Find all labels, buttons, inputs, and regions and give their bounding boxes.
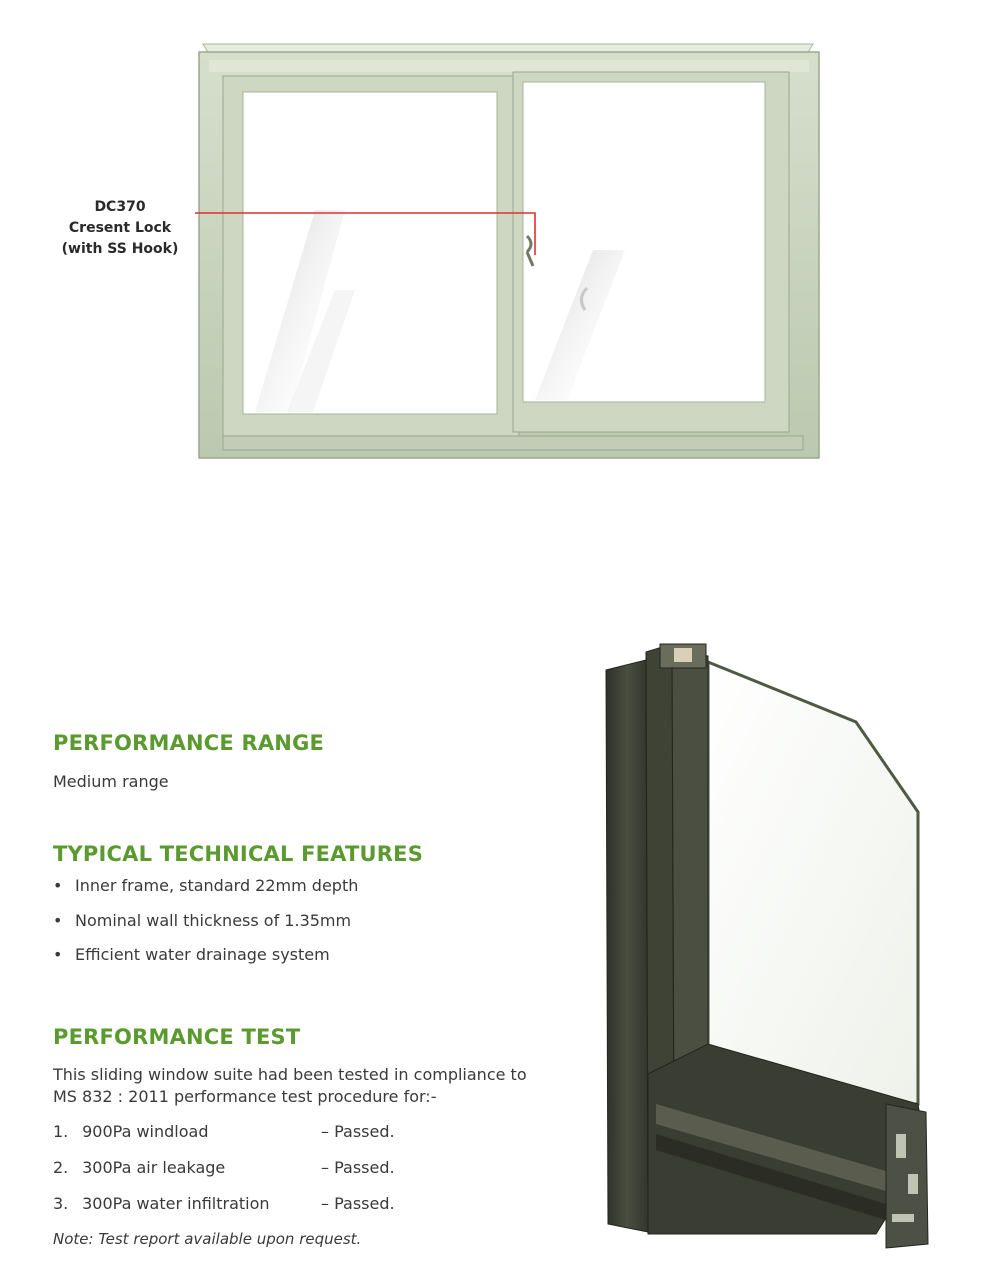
crescent-lock-callout — [40, 197, 200, 260]
test-result: – Passed. — [321, 1122, 395, 1141]
list-item — [53, 911, 358, 946]
feature-text: Inner frame, standard 22mm depth — [75, 876, 359, 895]
test-number: 1. — [53, 1122, 69, 1141]
test-name: 300Pa air leakage — [82, 1158, 226, 1177]
test-name: 300Pa water infiltration — [82, 1194, 270, 1213]
callout-line-name: Cresent Lock — [68, 220, 172, 236]
list-item — [53, 1194, 573, 1230]
intro-line: MS 832 : 2011 performance test procedure for:- — [53, 1087, 437, 1106]
list-item — [53, 876, 358, 911]
performance-test-list — [53, 1122, 573, 1230]
technical-features-heading: TYPICAL TECHNICAL FEATURES — [53, 842, 424, 866]
performance-range-value: Medium range — [53, 772, 169, 791]
bullet-icon: • — [53, 945, 63, 964]
list-item — [53, 945, 358, 980]
sliding-window-image — [195, 40, 825, 460]
bullet-icon: • — [53, 876, 63, 895]
callout-line-detail: (with SS Hook) — [61, 241, 179, 257]
test-number: 2. — [53, 1158, 69, 1177]
performance-test-intro — [53, 1064, 573, 1108]
callout-line-model: DC370 — [94, 199, 146, 215]
test-result: – Passed. — [321, 1158, 395, 1177]
bullet-icon: • — [53, 910, 63, 930]
test-report-note: Note: Test report available upon request. — [53, 1230, 362, 1248]
feature-text: Efficient water drainage system — [75, 945, 330, 964]
performance-range-heading: PERFORMANCE RANGE — [53, 731, 325, 755]
performance-test-heading: PERFORMANCE TEST — [53, 1025, 301, 1049]
technical-features-list — [53, 876, 358, 980]
test-result: – Passed. — [321, 1194, 395, 1213]
list-item — [53, 1122, 573, 1158]
test-number: 3. — [53, 1194, 69, 1213]
list-item — [53, 1158, 573, 1194]
feature-text: Nominal wall thickness of 1.35mm — [75, 910, 352, 930]
intro-line: This sliding window suite had been tested in compliance to — [53, 1065, 527, 1084]
test-name: 900Pa windload — [82, 1122, 209, 1141]
frame-profile-image — [596, 634, 936, 1254]
